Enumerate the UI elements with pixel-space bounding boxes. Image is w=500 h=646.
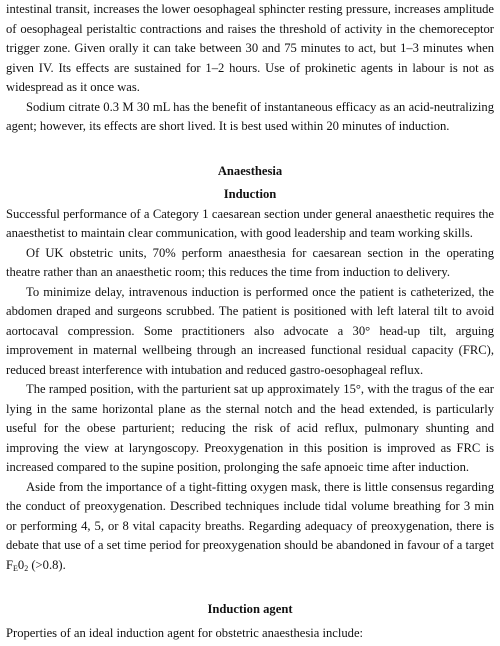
heading-induction: Induction	[223, 187, 277, 201]
fraction-zero: 0	[17, 557, 25, 572]
paragraph-preoxygenation	[6, 478, 494, 576]
paragraph-minimize-delay: To minimize delay, intravenous induction is performed once the patient is catheterized, the abdomen draped and surgeons scrubbed. The patient is positioned with left lateral tilt to avoid aortocaval compression. Some practitioners also advocate a 30° head-up tilt, arguing improvement in maternal wellbeing through an increased functional residual capacity (FRC), reduced breast interference with intubation and reduced gastro-oesophageal reflux.	[6, 284, 494, 377]
preoxygenation-text: Aside from the importance of a tight-fitting oxygen mask, there is little consensus regarding the conduct of preoxygenation. Described techniques include tidal volume breathing for 3 min or performing 4, 5, or 8 vital capacity breaths. Regarding adequacy of preoxygenation, there is debate that use of a set time period for preoxygenation should be abandoned in favour of a target F	[6, 479, 494, 572]
heading-anaesthesia: Anaesthesia	[217, 163, 283, 178]
fraction-subscript-e: E	[13, 563, 18, 573]
fraction-subscript-2: 2	[24, 563, 29, 573]
paragraph-uk-units: Of UK obstetric units, 70% perform anaesthesia for caesarean section in the operating theatre rather than an anaesthetic room; this reduces the time from induction to delivery.	[6, 245, 494, 279]
preoxygenation-target: (>0.8).	[28, 557, 66, 572]
paragraph-ramped-position: The ramped position, with the parturient sat up approximately 15°, with the tragus of the ear lying in the same horizontal plane as the sternal notch and the head extended, is particularly useful for the obese parturient; reducing the risk of acid reflux, pulmonary shunting and improving the view at laryngoscopy. Preoxygenation in this position is improved as FRC is increased compared to the supine position, prolonging the safe apnoeic time after induction.	[6, 382, 494, 474]
paragraph-ideal-agent: Properties of an ideal induction agent for obstetric anaesthesia include:	[6, 625, 364, 640]
paragraph-prokinetic-continued: intestinal transit, increases the lower oesophageal sphincter resting pressure, increases amplitude of oesophageal peristaltic contractions and raises the threshold of activity in the chemoreceptor trigger zone. Given orally it can take between 30 and 75 minutes to act, but 1–3 minutes when given IV. Its effects are sustained for 1–2 hours. Use of prokinetic agents in labour is not as widespread as it once was.	[6, 2, 494, 94]
heading-induction-agent: Induction agent	[207, 602, 293, 616]
paragraph-sodium-citrate: Sodium citrate 0.3 M 30 mL has the benefit of instantaneous efficacy as an acid-neutralizing agent; however, its effects are short lived. It is best used within 20 minutes of induction.	[6, 99, 494, 133]
paragraph-category-1: Successful performance of a Category 1 caesarean section under general anaesthetic requires the anaesthetist to maintain clear communication, with good leadership and team working skills.	[6, 206, 494, 240]
